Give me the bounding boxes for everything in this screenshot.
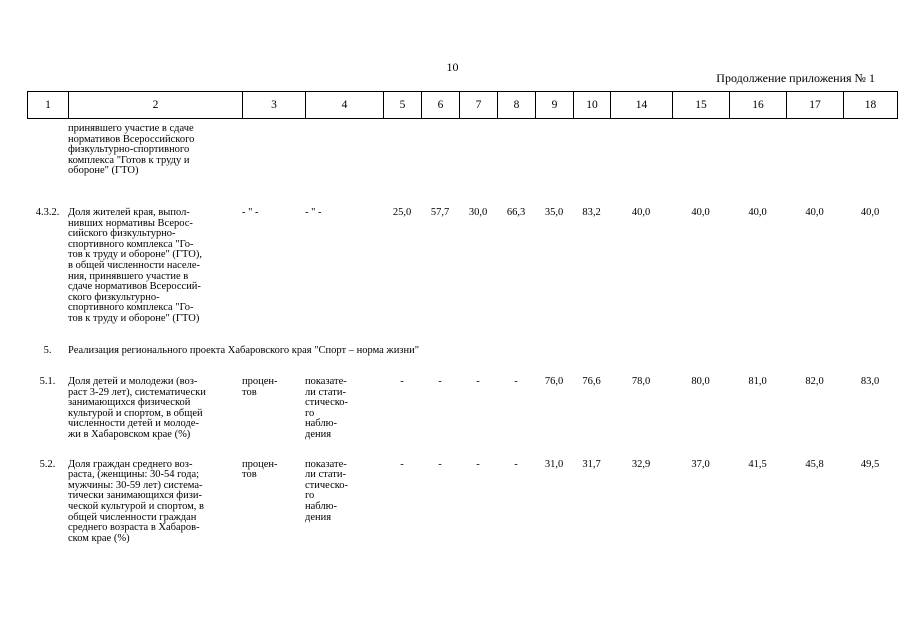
value-cell: 76,0	[544, 376, 564, 388]
table-row	[27, 441, 897, 545]
indicator-name	[68, 118, 242, 177]
unit-of-measure-line: - " -	[242, 206, 259, 218]
column-number-cell: 3	[243, 92, 306, 119]
data-source-line: ли стати-	[305, 386, 346, 398]
indicator-name-line: среднего возраста в Хабаров-	[68, 522, 200, 534]
row-index: 5.	[43, 344, 52, 356]
value-cell: 81,0	[748, 376, 767, 388]
value-cell: 78,0	[631, 376, 651, 388]
data-source	[305, 177, 383, 325]
value-cell	[535, 118, 573, 177]
column-number-cell: 15	[673, 92, 730, 119]
indicator-name-line: Доля детей и молодежи (воз-	[68, 376, 198, 388]
data-source-line: показате-	[305, 376, 347, 388]
value-cell: 37,0	[691, 458, 710, 470]
indicator-name-line: ния, принявшего участие в	[68, 270, 189, 282]
indicator-name-line: раст 3-29 лет), систематически	[68, 386, 206, 398]
value-cell: 57,7	[430, 206, 450, 218]
value-cell: 45,8	[805, 458, 824, 470]
value-cell: 40,0	[631, 206, 651, 218]
value-cell: 82,0	[805, 376, 824, 388]
indicator-name-line: физкультурно-спортивного	[68, 144, 190, 156]
data-source-line: ли стати-	[305, 469, 346, 481]
data-source-line: стическо-	[305, 479, 349, 491]
column-number-cell: 18	[844, 92, 898, 119]
indicator-name-line: ского физкультурно-	[68, 291, 160, 303]
value-cell: 31,7	[582, 458, 601, 470]
indicator-name-line: комплекса "Готов к труду и	[68, 154, 190, 166]
value-cell	[786, 118, 843, 177]
table-row	[27, 177, 897, 325]
unit-of-measure	[242, 441, 305, 545]
column-number-cell: 17	[787, 92, 844, 119]
unit-of-measure	[242, 177, 305, 325]
value-cell: 25,0	[392, 206, 412, 218]
value-cell	[729, 118, 786, 177]
value-cell	[610, 118, 672, 177]
value-cell	[459, 118, 497, 177]
value-cell	[497, 118, 535, 177]
value-cell: -	[400, 458, 404, 470]
column-number-cell: 14	[611, 92, 673, 119]
row-index: 5.2.	[39, 458, 56, 470]
indicator-name-line: мужчины: 30-59 лет) система-	[68, 479, 203, 491]
column-number-cell: 9	[536, 92, 574, 119]
unit-of-measure-line: тов	[242, 386, 257, 398]
value-cell: 76,6	[582, 376, 601, 388]
value-cell: 41,5	[748, 458, 767, 470]
value-cell	[573, 118, 610, 177]
data-source	[305, 441, 383, 545]
indicator-name-line: Доля жителей края, выпол-	[68, 206, 190, 218]
value-cell: 40,0	[748, 206, 767, 218]
indicator-name-line: ческой культурой и спортом, в	[68, 501, 204, 513]
indicator-name-line: нормативов Всероссийского	[68, 133, 195, 145]
page-number: 10	[446, 60, 459, 74]
value-cell: -	[476, 458, 480, 470]
data-source-line: го	[305, 407, 315, 419]
indicator-table	[27, 118, 897, 544]
value-cell: 40,0	[805, 206, 824, 218]
indicator-name-line: численности детей и молоде-	[68, 418, 199, 430]
row-index	[27, 118, 68, 177]
column-number-cell: 10	[574, 92, 611, 119]
indicator-name-line: сийского физкультурно-	[68, 228, 176, 240]
indicator-name	[68, 177, 242, 325]
data-source	[305, 356, 383, 441]
data-source-line: наблю-	[305, 501, 337, 513]
value-cell: 66,3	[506, 206, 526, 218]
column-number-cell: 1	[28, 92, 69, 119]
data-source-line: стическо-	[305, 397, 349, 409]
data-source-line: дения	[305, 511, 332, 523]
value-cell: 31,0	[544, 458, 564, 470]
value-cell	[421, 118, 459, 177]
indicator-name-line: Доля граждан среднего воз-	[68, 458, 193, 470]
indicator-name-line: тов к труду и обороне" (ГТО),	[68, 249, 202, 261]
indicator-name-line: тов к труду и обороне" (ГТО)	[68, 312, 200, 324]
indicator-name-line: обороне" (ГТО)	[68, 165, 139, 177]
unit-of-measure-line: процен-	[242, 458, 278, 470]
indicator-name	[68, 441, 242, 545]
value-cell: 30,0	[468, 206, 488, 218]
column-number-header	[27, 91, 898, 119]
indicator-name-line: занимающихся физической	[68, 397, 191, 409]
column-number-cell: 16	[730, 92, 787, 119]
section-row	[27, 325, 897, 357]
value-cell	[672, 118, 729, 177]
indicator-name-line: принявшего участие в сдаче	[68, 123, 194, 134]
indicator-name-line: спортивного комплекса "Го-	[68, 238, 194, 250]
value-cell: -	[514, 458, 518, 470]
value-cell	[383, 118, 421, 177]
value-cell: -	[438, 458, 442, 470]
value-cell: 35,0	[544, 206, 564, 218]
value-cell	[843, 118, 897, 177]
column-number-cell: 8	[498, 92, 536, 119]
row-index: 4.3.2.	[35, 206, 60, 218]
row-index: 5.1.	[39, 376, 56, 388]
data-source-line: - " -	[305, 206, 322, 218]
indicator-name	[68, 356, 242, 441]
value-cell: 83,2	[582, 206, 601, 218]
unit-of-measure	[242, 356, 305, 441]
unit-of-measure	[242, 118, 305, 177]
unit-of-measure-line: тов	[242, 469, 257, 481]
value-cell: 80,0	[691, 376, 710, 388]
indicator-name-line: ском крае (%)	[68, 532, 130, 544]
value-cell: -	[400, 376, 404, 388]
column-number-cell: 7	[460, 92, 498, 119]
indicator-name-line: нивших нормативы Всерос-	[68, 217, 193, 229]
value-cell: -	[514, 376, 518, 388]
indicator-name-line: спортивного комплекса "Го-	[68, 302, 194, 314]
column-number-cell: 5	[384, 92, 422, 119]
indicator-name-line: жи в Хабаровском крае (%)	[68, 429, 191, 441]
data-source-line: дения	[305, 429, 332, 441]
value-cell: 40,0	[860, 206, 880, 218]
indicator-name-line: сдаче нормативов Всероссий-	[68, 281, 201, 293]
unit-of-measure-line: процен-	[242, 376, 278, 388]
section-title: Реализация регионального проекта Хабаровского края "Спорт – норма жизни"	[68, 344, 419, 356]
table-row	[27, 118, 897, 177]
table-row	[27, 356, 897, 441]
data-source-line: показате-	[305, 458, 347, 470]
value-cell: 32,9	[631, 458, 651, 470]
value-cell: 40,0	[691, 206, 710, 218]
data-source-line: го	[305, 490, 315, 502]
value-cell: -	[438, 376, 442, 388]
indicator-name-line: культурой и спортом, в общей	[68, 407, 203, 419]
indicator-name-line: в общей численности населе-	[68, 259, 200, 271]
column-number-cell: 6	[422, 92, 460, 119]
value-cell: 49,5	[860, 458, 880, 470]
indicator-name-line: раста, (женщины: 30-54 года;	[68, 469, 200, 481]
column-number-cell: 2	[69, 92, 243, 119]
column-number-cell: 4	[306, 92, 384, 119]
appendix-continuation-note: Продолжение приложения № 1	[716, 71, 875, 85]
data-source	[305, 118, 383, 177]
value-cell: 83,0	[860, 376, 880, 388]
indicator-name-line: общей численности граждан	[68, 511, 197, 523]
data-source-line: наблю-	[305, 418, 337, 430]
value-cell: -	[476, 376, 480, 388]
indicator-name-line: тически занимающихся физи-	[68, 490, 202, 502]
